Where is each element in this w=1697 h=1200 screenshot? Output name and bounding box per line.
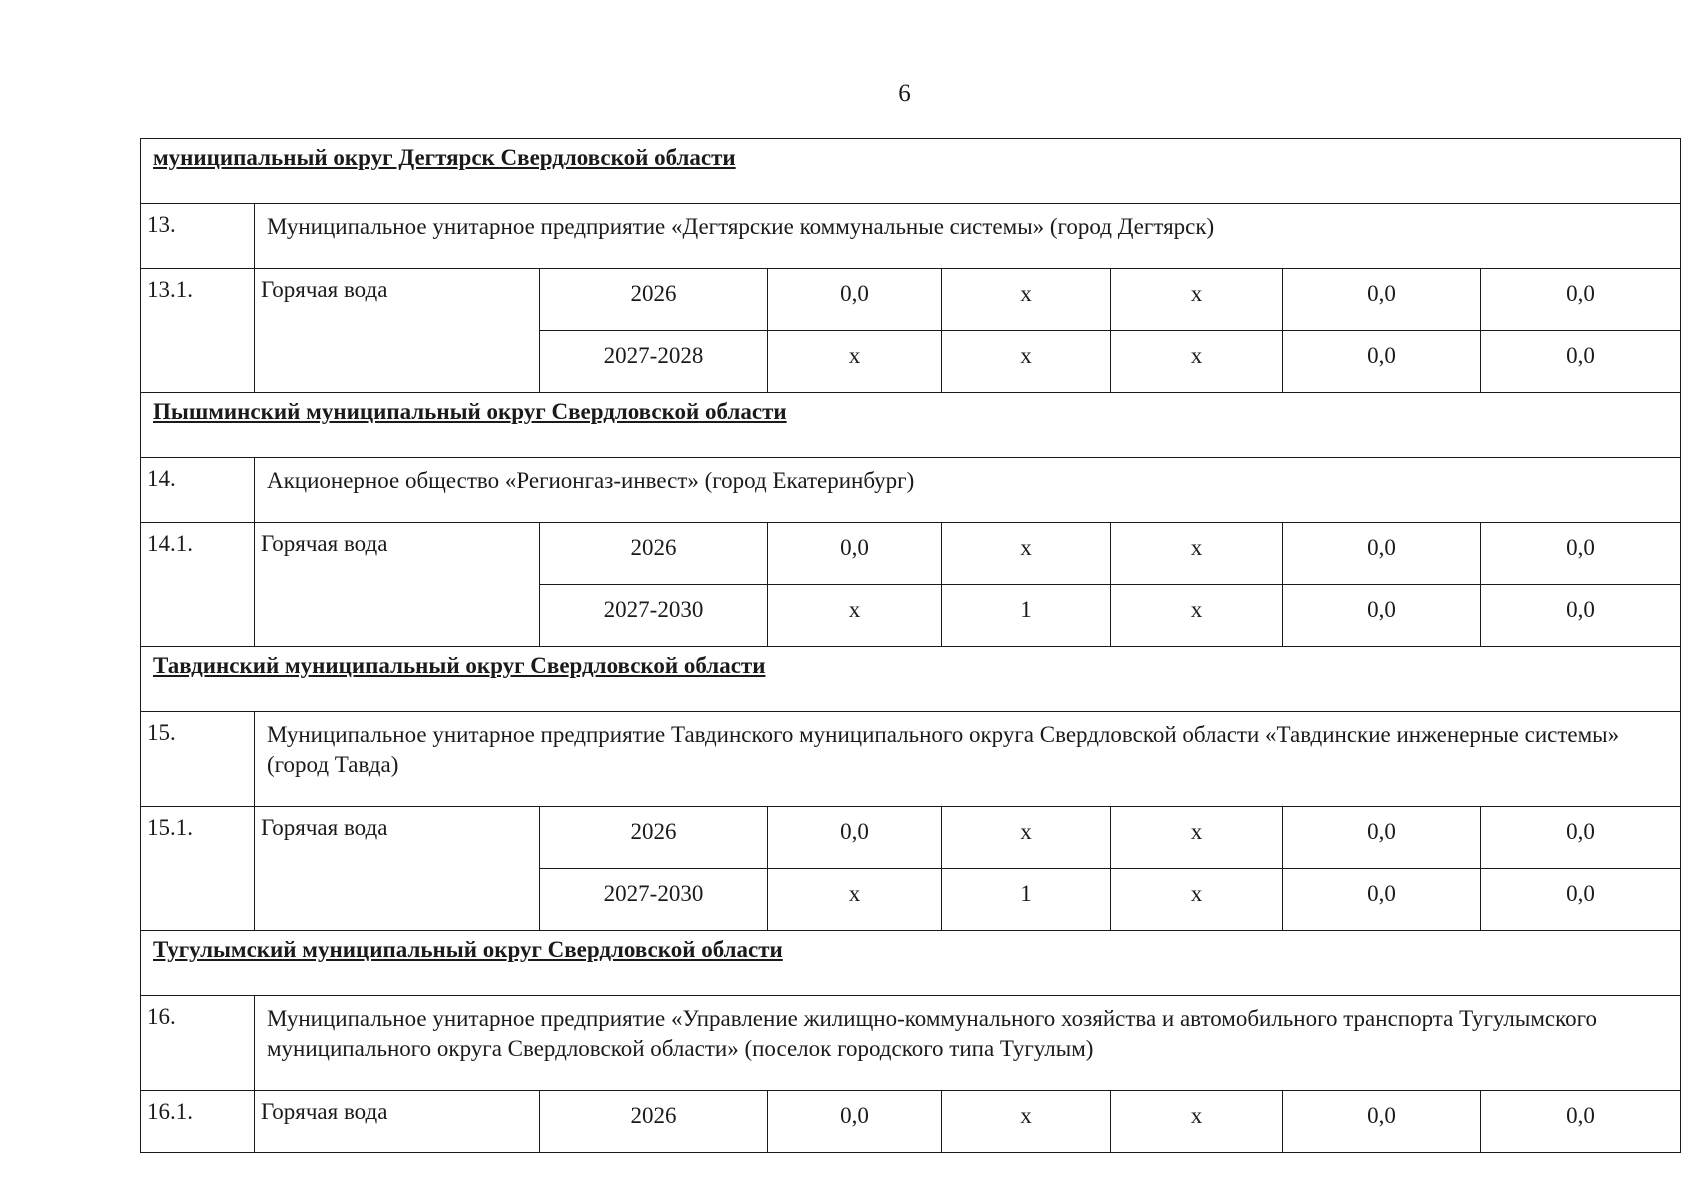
value-cell: 0,0 xyxy=(1283,269,1481,331)
value-cell: 0,0 xyxy=(1283,869,1481,931)
sub-row-number: 14.1. xyxy=(141,523,255,647)
district-heading: Тавдинский муниципальный округ Свердловской области xyxy=(141,647,1681,712)
district-row xyxy=(141,393,1681,458)
value-cell: 0,0 xyxy=(1481,1091,1681,1153)
service-name: Горячая вода xyxy=(255,269,540,393)
page-number: 6 xyxy=(898,80,911,107)
value-cell: 0,0 xyxy=(1481,523,1681,585)
value-cell: 0,0 xyxy=(1283,331,1481,393)
value-cell: х xyxy=(1111,585,1283,647)
sub-row-number: 16.1. xyxy=(141,1091,255,1153)
row-number: 15. xyxy=(141,712,255,807)
value-cell: 0,0 xyxy=(1481,331,1681,393)
value-cell: 0,0 xyxy=(1481,807,1681,869)
value-cell: х xyxy=(1111,1091,1283,1153)
value-cell: х xyxy=(942,331,1111,393)
value-cell: х xyxy=(942,523,1111,585)
value-cell: 0,0 xyxy=(1283,1091,1481,1153)
district-heading: муниципальный округ Дегтярск Свердловской области xyxy=(141,139,1681,204)
row-number: 13. xyxy=(141,204,255,269)
value-cell: х xyxy=(1111,807,1283,869)
value-cell: 1 xyxy=(942,585,1111,647)
value-cell: 0,0 xyxy=(1283,807,1481,869)
value-cell: х xyxy=(942,1091,1111,1153)
sub-row-number: 15.1. xyxy=(141,807,255,931)
service-row xyxy=(141,807,1681,869)
period-cell: 2027-2028 xyxy=(540,331,768,393)
district-row xyxy=(141,139,1681,204)
period-cell: 2027-2030 xyxy=(540,869,768,931)
row-number: 16. xyxy=(141,996,255,1091)
service-row xyxy=(141,1091,1681,1153)
period-cell: 2027-2030 xyxy=(540,585,768,647)
organization-row xyxy=(141,712,1681,807)
organization-name: Муниципальное унитарное предприятие «Дегтярские коммунальные системы» (город Дегтярск) xyxy=(255,204,1681,269)
value-cell: х xyxy=(942,269,1111,331)
value-cell: 1 xyxy=(942,869,1111,931)
value-cell: х xyxy=(1111,869,1283,931)
organization-row xyxy=(141,204,1681,269)
district-heading: Пышминский муниципальный округ Свердловской области xyxy=(141,393,1681,458)
service-name: Горячая вода xyxy=(255,1091,540,1153)
service-row xyxy=(141,269,1681,331)
value-cell: 0,0 xyxy=(768,807,942,869)
value-cell: х xyxy=(768,869,942,931)
row-number: 14. xyxy=(141,458,255,523)
value-cell: 0,0 xyxy=(768,269,942,331)
service-name: Горячая вода xyxy=(255,807,540,931)
period-cell: 2026 xyxy=(540,523,768,585)
value-cell: 0,0 xyxy=(1283,585,1481,647)
organization-name: Муниципальное унитарное предприятие «Управление жилищно-коммунального хозяйства и автомобильного транспорта Тугулымского муниципального округа Свердловской области» (поселок городского типа Тугулым) xyxy=(255,996,1681,1091)
period-cell: 2026 xyxy=(540,807,768,869)
value-cell: 0,0 xyxy=(768,523,942,585)
organization-row xyxy=(141,996,1681,1091)
value-cell: х xyxy=(1111,523,1283,585)
value-cell: х xyxy=(768,331,942,393)
sub-row-number: 13.1. xyxy=(141,269,255,393)
service-row xyxy=(141,523,1681,585)
district-row xyxy=(141,931,1681,996)
period-cell: 2026 xyxy=(540,269,768,331)
value-cell: 0,0 xyxy=(1481,269,1681,331)
service-name: Горячая вода xyxy=(255,523,540,647)
value-cell: 0,0 xyxy=(1481,869,1681,931)
value-cell: х xyxy=(942,807,1111,869)
value-cell: х xyxy=(1111,331,1283,393)
tariff-table xyxy=(140,138,1681,1153)
organization-row xyxy=(141,458,1681,523)
value-cell: 0,0 xyxy=(1481,585,1681,647)
organization-name: Акционерное общество «Регионгаз-инвест» (город Екатеринбург) xyxy=(255,458,1681,523)
district-row xyxy=(141,647,1681,712)
period-cell: 2026 xyxy=(540,1091,768,1153)
district-heading: Тугулымский муниципальный округ Свердловской области xyxy=(141,931,1681,996)
value-cell: 0,0 xyxy=(1283,523,1481,585)
value-cell: х xyxy=(768,585,942,647)
value-cell: х xyxy=(1111,269,1283,331)
organization-name: Муниципальное унитарное предприятие Тавдинского муниципального округа Свердловской области «Тавдинские инженерные системы» (город Тавда) xyxy=(255,712,1681,807)
value-cell: 0,0 xyxy=(768,1091,942,1153)
